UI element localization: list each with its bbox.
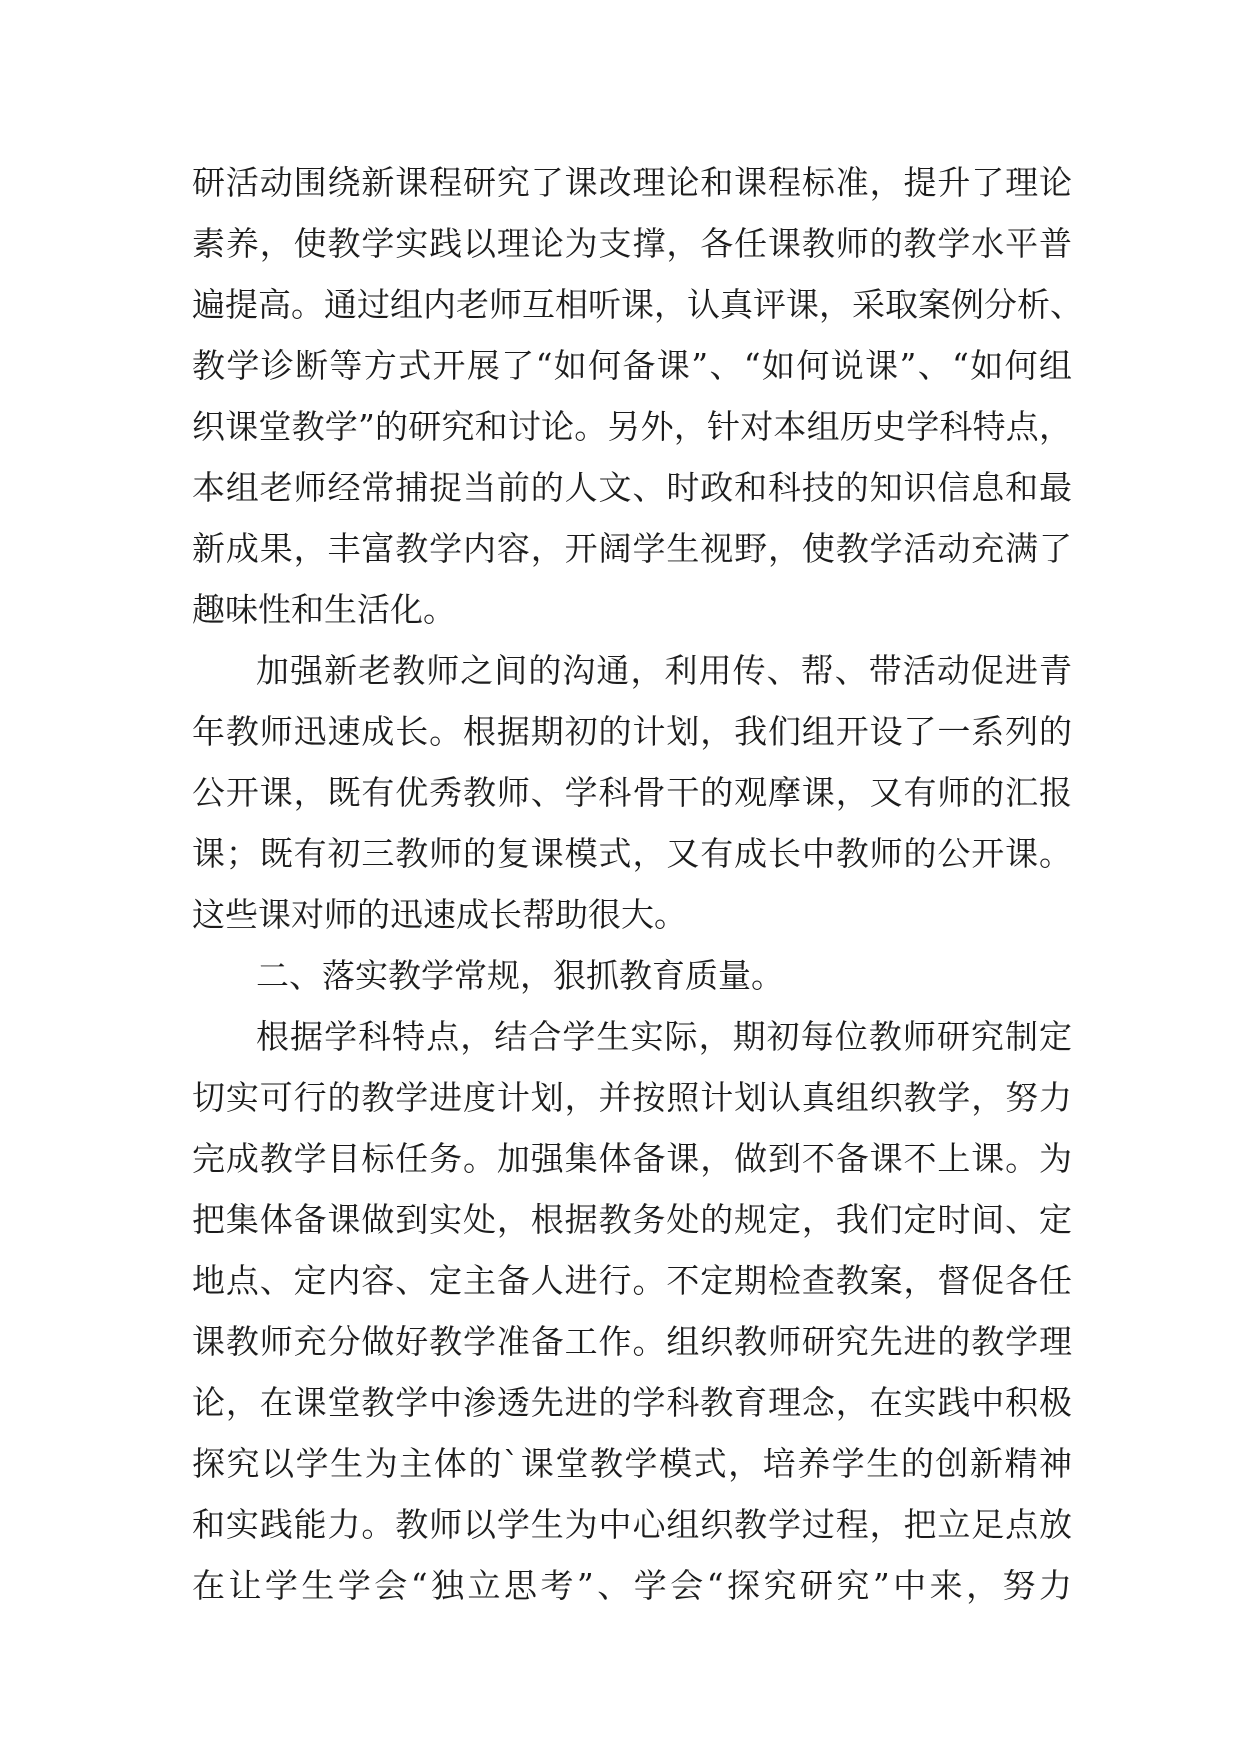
text-line: 切实可行的教学进度计划，并按照计划认真组织教学，努力: [192, 1078, 1072, 1117]
text-line: 探究以学生为主体的`课堂教学模式，培养学生的创新精神: [192, 1444, 1072, 1483]
document-body: [192, 152, 1083, 1616]
text-line: 公开课，既有优秀教师、学科骨干的观摩课，又有师的汇报: [192, 773, 1072, 812]
text-line: 把集体备课做到实处，根据教务处的规定，我们定时间、定: [192, 1200, 1072, 1239]
text-line: 加强新老教师之间的沟通，利用传、帮、带活动促进青: [256, 651, 1072, 690]
text-line: 这些课对师的迅速成长帮助很大。: [192, 895, 687, 934]
text-line: 新成果，丰富教学内容，开阔学生视野，使教学活动充满了: [192, 529, 1072, 568]
text-line: 在让学生学会“独立思考”、学会“探究研究”中来，努力: [192, 1566, 1072, 1605]
text-line: 根据学科特点，结合学生实际，期初每位教师研究制定: [256, 1017, 1072, 1056]
text-line: 素养，使教学实践以理论为支撑，各任课教师的教学水平普: [192, 224, 1072, 263]
text-line: 趣味性和生活化。: [192, 590, 456, 629]
text-line: 课；既有初三教师的复课模式，又有成长中教师的公开课。: [192, 834, 1072, 873]
text-line: 教学诊断等方式开展了“如何备课”、“如何说课”、“如何组: [192, 346, 1072, 385]
text-line: 本组老师经常捕捉当前的人文、时政和科技的知识信息和最: [192, 468, 1072, 507]
text-line: 遍提高。通过组内老师互相听课，认真评课，采取案例分析、: [192, 285, 1083, 324]
text-line: 和实践能力。教师以学生为中心组织教学过程，把立足点放: [192, 1505, 1072, 1544]
text-line: 论，在课堂教学中渗透先进的学科教育理念，在实践中积极: [192, 1383, 1072, 1422]
text-line: 年教师迅速成长。根据期初的计划，我们组开设了一系列的: [192, 712, 1072, 751]
text-line: 织课堂教学”的研究和讨论。另外，针对本组历史学科特点，: [192, 407, 1072, 446]
text-line: 课教师充分做好教学准备工作。组织教师研究先进的教学理: [192, 1322, 1072, 1361]
text-line: 地点、定内容、定主备人进行。不定期检查教案，督促各任: [192, 1261, 1072, 1300]
text-line: 研活动围绕新课程研究了课改理论和课程标准，提升了理论: [192, 163, 1072, 202]
text-line: 完成教学目标任务。加强集体备课，做到不备课不上课。为: [192, 1139, 1072, 1178]
text-line: 二、落实教学常规，狠抓教育质量。: [256, 956, 784, 995]
